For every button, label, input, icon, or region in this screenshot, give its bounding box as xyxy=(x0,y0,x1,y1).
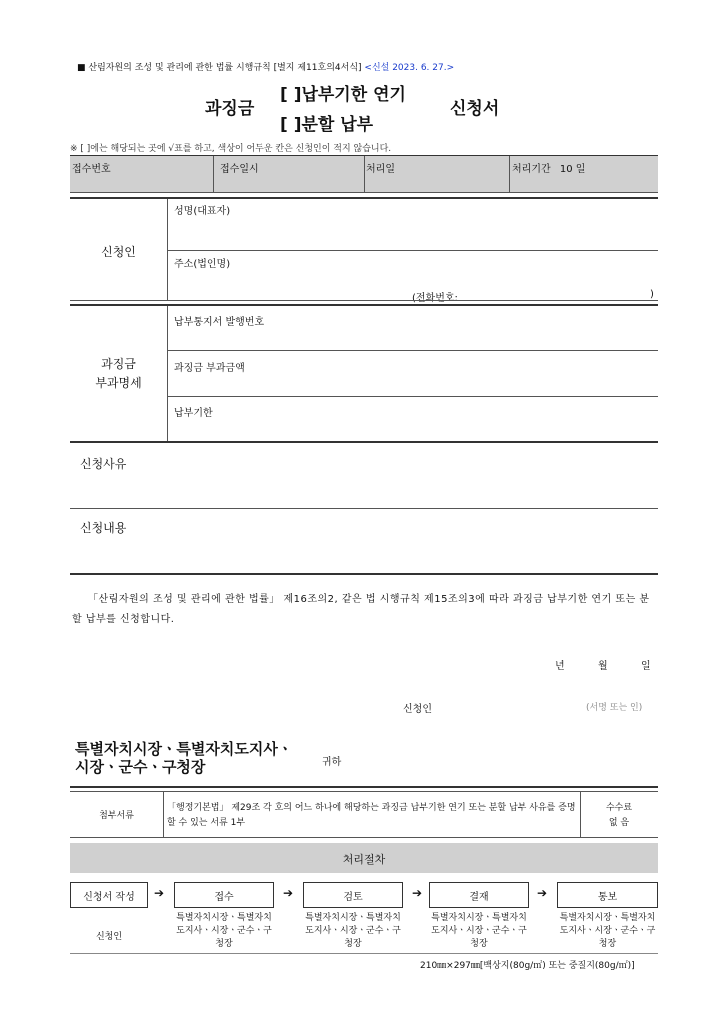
penalty-section-label: 과징금 부과명세 xyxy=(95,357,142,390)
title-right: 신청서 xyxy=(450,99,500,119)
phone-label: (전화번호: xyxy=(412,293,458,304)
title-option-installment: [ ]분할 납부 xyxy=(280,115,374,135)
processing-period-value: 10 일 xyxy=(559,164,586,175)
date-day: 일 xyxy=(641,661,651,672)
title-left: 과징금 xyxy=(205,99,255,119)
step-actor-review: 특별자치시장ㆍ특별자치도지사ㆍ시장ㆍ군수ㆍ구청장 xyxy=(305,913,401,949)
step-actor-receipt: 특별자치시장ㆍ특별자치도지사ㆍ시장ㆍ군수ㆍ구청장 xyxy=(176,913,272,949)
fee-value: 없 음 xyxy=(608,818,630,828)
procedure-title: 처리절차 xyxy=(342,853,386,866)
name-label: 성명(대표자) xyxy=(174,206,231,217)
reason-label: 신청사유 xyxy=(80,457,127,471)
recipient-honorific: 귀하 xyxy=(322,757,342,768)
title-option-deferral: [ ]납부기한 연기 xyxy=(280,85,406,105)
arrow-icon: ➔ xyxy=(154,886,165,900)
phone-close: ) xyxy=(650,289,654,300)
instruction-note: ※ [ ]에는 해당되는 곳에 √표를 하고, 색상이 어두운 칸은 신청인이 적지 않습니다. xyxy=(70,144,392,154)
law-reference: 산림자원의 조성 및 관리에 관한 법률 시행규칙 [별지 제11호의4서식] xyxy=(88,63,362,73)
signature-applicant-label: 신청인 xyxy=(403,704,432,715)
date-month: 월 xyxy=(598,661,608,672)
new-note: <신설 2023. 6. 27.> xyxy=(364,63,455,73)
step-box-receipt: 접수 xyxy=(174,882,274,908)
arrow-icon: ➔ xyxy=(537,886,548,900)
step-box-approval: 결재 xyxy=(429,882,529,908)
applicant-section-label: 신청인 xyxy=(101,245,136,259)
square-bullet: ■ xyxy=(77,63,86,73)
step-box-notification: 통보 xyxy=(557,882,658,908)
attachment-label: 첨부서류 xyxy=(99,811,134,821)
application-statement: 「산림자원의 조성 및 관리에 관한 법률」 제16조의2, 같은 법 시행규칙 제15조의3에 따라 과징금 납부기한 연기 또는 분할 납부를 신청합니다. xyxy=(72,594,650,625)
arrow-icon: ➔ xyxy=(412,886,423,900)
processing-period xyxy=(512,160,585,175)
notice-number-label: 납부통지서 발행번호 xyxy=(174,317,265,328)
payment-deadline-label: 납부기한 xyxy=(174,408,213,419)
recipient: 특별자치시장ㆍ특별자치도지사ㆍ 시장ㆍ군수ㆍ구청장 xyxy=(75,740,293,776)
fee xyxy=(580,801,658,831)
arrow-icon: ➔ xyxy=(283,886,294,900)
step-actor-approval: 특별자치시장ㆍ특별자치도지사ㆍ시장ㆍ군수ㆍ구청장 xyxy=(431,913,527,949)
fee-label: 수수료 xyxy=(605,803,633,813)
step-actor-applicant: 신청인 xyxy=(95,932,123,942)
process-date-label: 처리일 xyxy=(366,164,395,175)
step-box-review: 검토 xyxy=(303,882,403,908)
form-reference xyxy=(77,60,454,73)
address-label: 주소(법인명) xyxy=(174,259,231,270)
signature-hint: (서명 또는 인) xyxy=(586,703,643,713)
attachment-text: 「행정기본법」 제29조 각 호의 어느 하나에 해당하는 과징금 납부기한 연기 또는 분할 납부 사유를 증명할 수 있는 서류 1부 xyxy=(167,803,576,828)
processing-period-label: 처리기간 xyxy=(512,164,551,175)
step-actor-notification: 특별자치시장ㆍ특별자치도지사ㆍ시장ㆍ군수ㆍ구청장 xyxy=(559,913,656,949)
step-box-application: 신청서 작성 xyxy=(70,882,148,908)
receipt-number-label: 접수번호 xyxy=(72,164,111,175)
receipt-date-label: 접수일시 xyxy=(220,164,259,175)
paper-spec: 210㎜×297㎜[백상지(80g/㎡) 또는 중질지(80g/㎡)] xyxy=(420,961,635,971)
penalty-amount-label: 과징금 부과금액 xyxy=(174,363,245,374)
date-year: 년 xyxy=(555,661,565,672)
content-label: 신청내용 xyxy=(80,521,127,535)
